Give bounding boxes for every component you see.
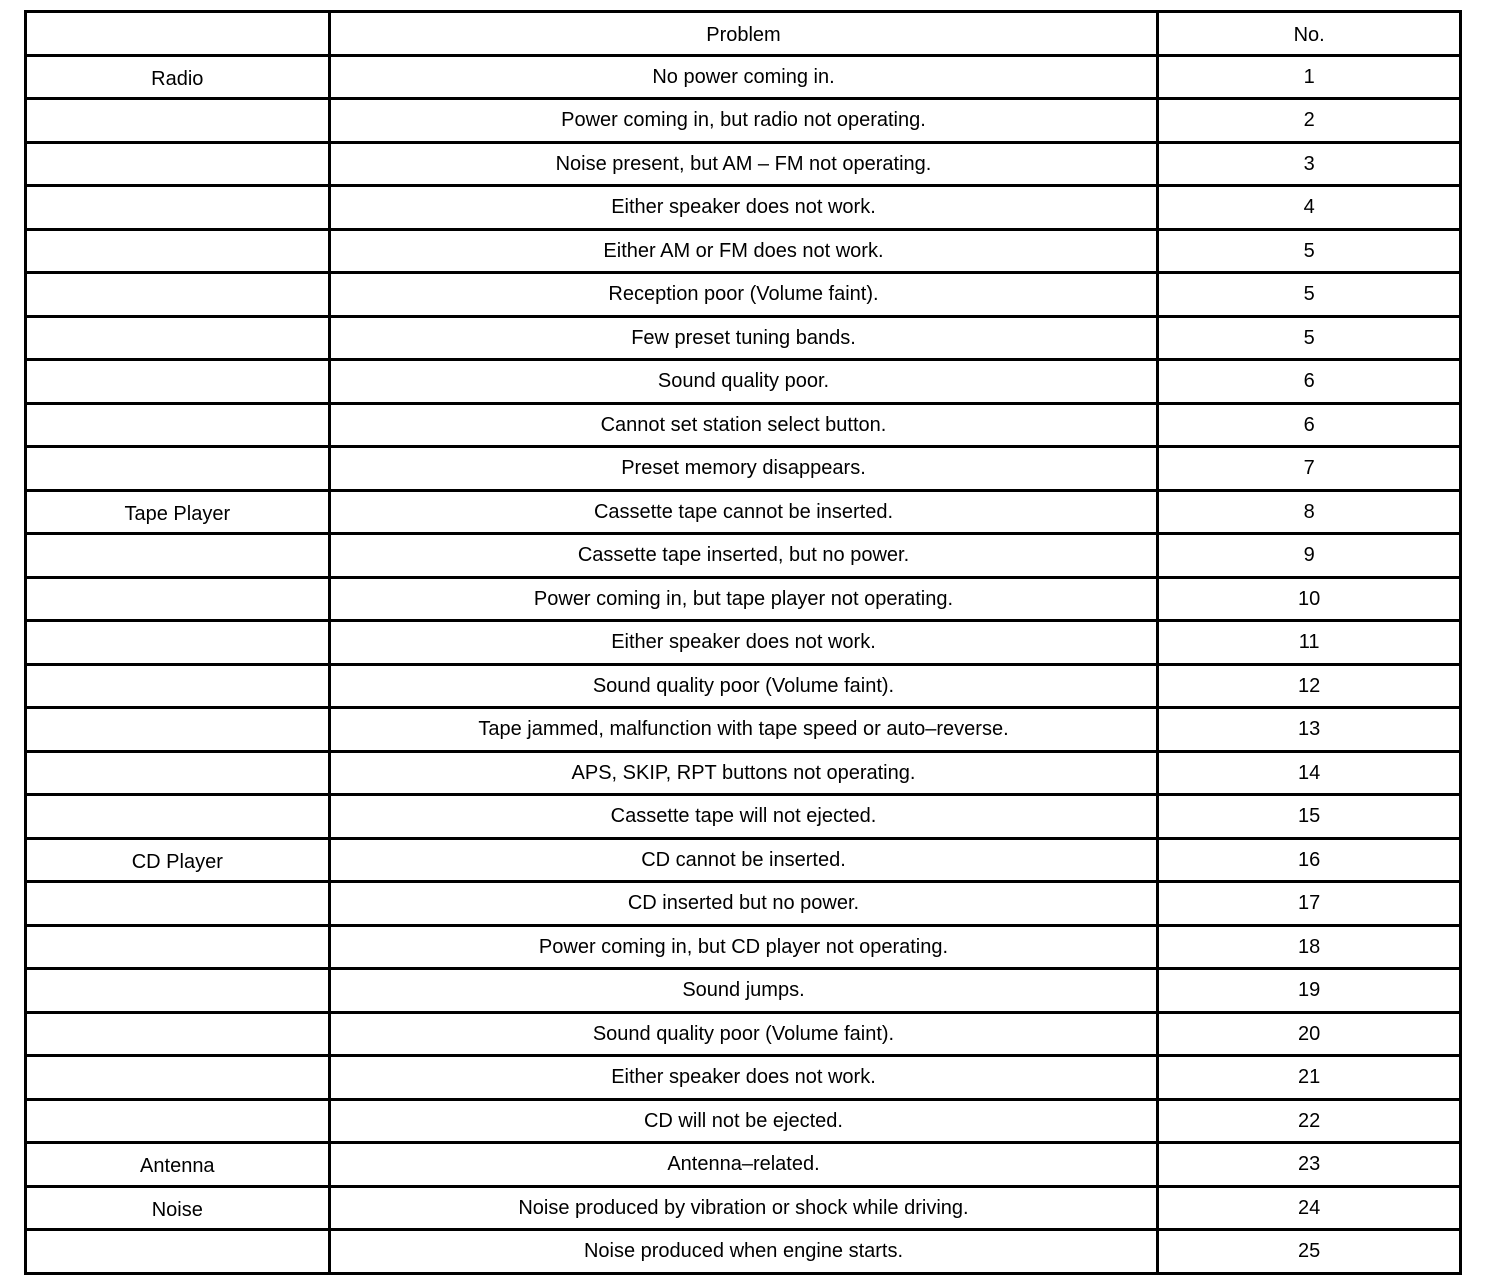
table-row — [26, 403, 1461, 447]
header-category — [26, 12, 330, 56]
problem-cell: Cannot set station select button. — [329, 403, 1158, 447]
category-cell — [26, 1099, 330, 1143]
table-row — [26, 621, 1461, 665]
problem-cell: Noise produced by vibration or shock while driving. — [329, 1186, 1158, 1230]
table-row — [26, 447, 1461, 491]
number-cell: 4 — [1158, 186, 1461, 230]
table-row — [26, 360, 1461, 404]
problem-cell: Antenna–related. — [329, 1143, 1158, 1187]
problem-cell: Sound quality poor (Volume faint). — [329, 664, 1158, 708]
number-cell: 14 — [1158, 751, 1461, 795]
problem-cell: Few preset tuning bands. — [329, 316, 1158, 360]
category-cell — [26, 751, 330, 795]
table-row — [26, 316, 1461, 360]
problem-cell: Sound quality poor (Volume faint). — [329, 1012, 1158, 1056]
table-row — [26, 1230, 1461, 1274]
problem-cell: Power coming in, but radio not operating. — [329, 99, 1158, 143]
table-row — [26, 882, 1461, 926]
category-cell — [26, 1230, 330, 1274]
number-cell: 24 — [1158, 1186, 1461, 1230]
problem-cell: Noise produced when engine starts. — [329, 1230, 1158, 1274]
category-cell — [26, 142, 330, 186]
table-row — [26, 1099, 1461, 1143]
category-cell — [26, 708, 330, 752]
problem-cell: Either speaker does not work. — [329, 621, 1158, 665]
category-cell — [26, 229, 330, 273]
category-cell — [26, 1012, 330, 1056]
category-cell: Radio — [26, 55, 330, 99]
table-header-row — [26, 12, 1461, 56]
category-cell — [26, 447, 330, 491]
number-cell: 10 — [1158, 577, 1461, 621]
table-row — [26, 1056, 1461, 1100]
number-cell: 6 — [1158, 360, 1461, 404]
problem-cell: Either speaker does not work. — [329, 186, 1158, 230]
problem-cell: Power coming in, but tape player not operating. — [329, 577, 1158, 621]
number-cell: 16 — [1158, 838, 1461, 882]
table-row — [26, 925, 1461, 969]
category-cell — [26, 316, 330, 360]
number-cell: 6 — [1158, 403, 1461, 447]
category-cell — [26, 882, 330, 926]
table-row — [26, 577, 1461, 621]
problem-cell: Cassette tape will not ejected. — [329, 795, 1158, 839]
category-cell — [26, 186, 330, 230]
category-cell — [26, 273, 330, 317]
number-cell: 11 — [1158, 621, 1461, 665]
number-cell: 5 — [1158, 229, 1461, 273]
problem-cell: Noise present, but AM – FM not operating. — [329, 142, 1158, 186]
table-row — [26, 838, 1461, 882]
problem-cell: Reception poor (Volume faint). — [329, 273, 1158, 317]
table-row — [26, 795, 1461, 839]
number-cell: 7 — [1158, 447, 1461, 491]
table-row — [26, 1186, 1461, 1230]
problem-cell: Sound jumps. — [329, 969, 1158, 1013]
troubleshooting-table — [24, 10, 1462, 1275]
problem-cell: CD will not be ejected. — [329, 1099, 1158, 1143]
table-body — [26, 55, 1461, 1273]
table-row — [26, 969, 1461, 1013]
category-cell — [26, 577, 330, 621]
number-cell: 23 — [1158, 1143, 1461, 1187]
number-cell: 25 — [1158, 1230, 1461, 1274]
table-row — [26, 1012, 1461, 1056]
number-cell: 22 — [1158, 1099, 1461, 1143]
problem-cell: Either speaker does not work. — [329, 1056, 1158, 1100]
category-cell: CD Player — [26, 838, 330, 882]
problem-cell: Tape jammed, malfunction with tape speed or auto–reverse. — [329, 708, 1158, 752]
number-cell: 20 — [1158, 1012, 1461, 1056]
header-problem: Problem — [329, 12, 1158, 56]
category-cell — [26, 621, 330, 665]
problem-cell: CD cannot be inserted. — [329, 838, 1158, 882]
table-row — [26, 273, 1461, 317]
category-cell — [26, 360, 330, 404]
category-cell — [26, 1056, 330, 1100]
problem-cell: Sound quality poor. — [329, 360, 1158, 404]
problem-cell: Cassette tape cannot be inserted. — [329, 490, 1158, 534]
category-cell — [26, 664, 330, 708]
problem-cell: Either AM or FM does not work. — [329, 229, 1158, 273]
number-cell: 3 — [1158, 142, 1461, 186]
table-row — [26, 751, 1461, 795]
category-cell — [26, 795, 330, 839]
table-row — [26, 229, 1461, 273]
category-cell — [26, 969, 330, 1013]
number-cell: 9 — [1158, 534, 1461, 578]
header-number: No. — [1158, 12, 1461, 56]
problem-cell: No power coming in. — [329, 55, 1158, 99]
table-row — [26, 186, 1461, 230]
category-cell: Tape Player — [26, 490, 330, 534]
table-row — [26, 55, 1461, 99]
table-row — [26, 490, 1461, 534]
number-cell: 13 — [1158, 708, 1461, 752]
number-cell: 1 — [1158, 55, 1461, 99]
number-cell: 15 — [1158, 795, 1461, 839]
number-cell: 5 — [1158, 316, 1461, 360]
number-cell: 2 — [1158, 99, 1461, 143]
table-row — [26, 664, 1461, 708]
number-cell: 8 — [1158, 490, 1461, 534]
number-cell: 18 — [1158, 925, 1461, 969]
problem-cell: Power coming in, but CD player not operating. — [329, 925, 1158, 969]
problem-cell: APS, SKIP, RPT buttons not operating. — [329, 751, 1158, 795]
problem-cell: CD inserted but no power. — [329, 882, 1158, 926]
number-cell: 12 — [1158, 664, 1461, 708]
table-row — [26, 534, 1461, 578]
table-row — [26, 1143, 1461, 1187]
problem-cell: Preset memory disappears. — [329, 447, 1158, 491]
problem-cell: Cassette tape inserted, but no power. — [329, 534, 1158, 578]
category-cell — [26, 534, 330, 578]
category-cell — [26, 403, 330, 447]
table-row — [26, 99, 1461, 143]
number-cell: 17 — [1158, 882, 1461, 926]
category-cell — [26, 925, 330, 969]
number-cell: 19 — [1158, 969, 1461, 1013]
category-cell: Noise — [26, 1186, 330, 1230]
number-cell: 21 — [1158, 1056, 1461, 1100]
number-cell: 5 — [1158, 273, 1461, 317]
category-cell: Antenna — [26, 1143, 330, 1187]
table-row — [26, 142, 1461, 186]
table-row — [26, 708, 1461, 752]
category-cell — [26, 99, 330, 143]
